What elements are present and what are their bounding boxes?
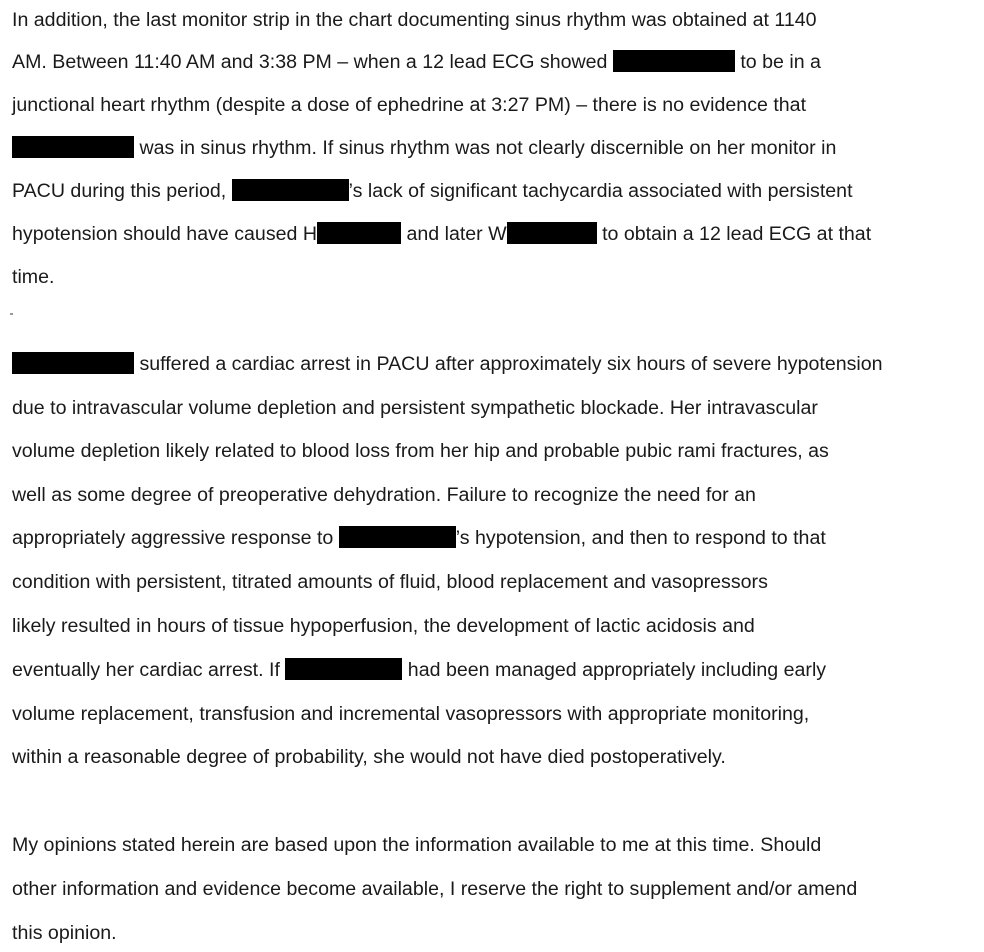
redaction-bar (12, 136, 134, 158)
text-segment: to be in a (734, 51, 821, 73)
paragraph-2-line-2 (12, 393, 818, 423)
paragraph-3-line-1 (12, 830, 821, 860)
paragraph-1-line-7 (12, 262, 54, 292)
redaction-bar (12, 352, 134, 374)
paragraph-3-line-2 (12, 874, 857, 904)
text-segment: condition with persistent, titrated amounts of fluid, blood replacement and vasopressors (12, 571, 768, 593)
text-segment: within a reasonable degree of probability, she would not have died postoperatively. (12, 746, 726, 768)
paragraph-1-line-3 (12, 90, 806, 120)
paragraph-2-line-9 (12, 699, 809, 729)
redaction-bar (285, 658, 402, 680)
redaction-bar (613, 50, 735, 72)
redaction-bar (339, 526, 456, 548)
text-segment: ’s hypotension, and then to respond to that (455, 527, 826, 549)
text-segment: PACU during this period, (12, 180, 232, 202)
text-segment: and later W (401, 223, 507, 245)
paragraph-1-line-6 (12, 219, 871, 249)
text-segment: to obtain a 12 lead ECG at that (596, 223, 872, 245)
text-segment: due to intravascular volume depletion and persistent sympathetic blockade. Her intravascular (12, 397, 818, 419)
text-segment: well as some degree of preoperative dehydration. Failure to recognize the need for an (12, 484, 756, 506)
text-segment: this opinion. (12, 922, 117, 944)
redaction-bar (317, 222, 401, 244)
text-segment: ’s lack of significant tachycardia associated with persistent (348, 180, 853, 202)
text-segment: likely resulted in hours of tissue hypoperfusion, the development of lactic acidosis and (12, 615, 755, 637)
redaction-bar (232, 179, 349, 201)
text-segment: was in sinus rhythm. If sinus rhythm was not clearly discernible on her monitor in (134, 137, 837, 159)
paragraph-1-line-5 (12, 176, 853, 206)
text-segment: other information and evidence become available, I reserve the right to supplement and/or amend (12, 878, 858, 900)
paragraph-2-line-7 (12, 611, 755, 641)
text-segment: appropriately aggressive response to (12, 527, 339, 549)
text-segment: In addition, the last monitor strip in the chart documenting sinus rhythm was obtained at 1140 (12, 9, 817, 31)
redaction-bar (507, 222, 597, 244)
paragraph-2-line-10 (12, 742, 726, 772)
paragraph-2-line-8 (12, 655, 826, 685)
paragraph-1-line-1 (12, 5, 817, 35)
text-segment: hypotension should have caused H (12, 223, 318, 245)
paragraph-1-line-2 (12, 47, 821, 77)
text-segment: suffered a cardiac arrest in PACU after approximately six hours of severe hypotension (134, 353, 883, 375)
text-segment: time. (12, 266, 55, 288)
paragraph-2-line-6 (12, 567, 768, 597)
text-segment: AM. Between 11:40 AM and 3:38 PM – when a 12 lead ECG showed (12, 51, 613, 73)
paragraph-2-line-3 (12, 436, 829, 466)
paragraph-2-line-4 (12, 480, 756, 510)
paragraph-2-line-5 (12, 523, 826, 553)
text-segment: had been managed appropriately including early (402, 659, 827, 681)
text-segment: My opinions stated herein are based upon the information available to me at this time. Should (12, 834, 822, 856)
text-segment: volume replacement, transfusion and incremental vasopressors with appropriate monitoring, (12, 703, 810, 725)
paragraph-2-line-1 (12, 349, 883, 379)
text-segment: eventually her cardiac arrest. If (12, 659, 286, 681)
paragraph-3-line-3 (12, 918, 117, 948)
scan-speck (10, 313, 13, 315)
paragraph-1-line-4 (12, 133, 836, 163)
text-segment: volume depletion likely related to blood loss from her hip and probable pubic rami fractures, as (12, 440, 829, 462)
text-segment: junctional heart rhythm (despite a dose of ephedrine at 3:27 PM) – there is no evidence that (12, 94, 807, 116)
